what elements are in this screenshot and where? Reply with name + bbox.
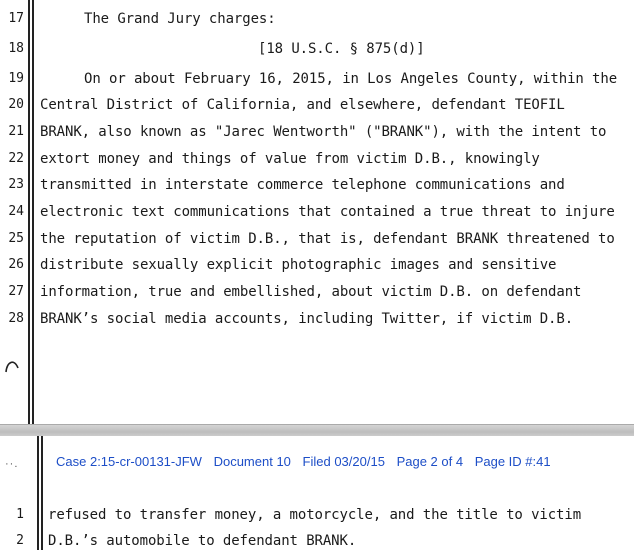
paragraph-line: refused to transfer money, a motorcycle, and the title to victim — [48, 507, 582, 523]
paragraph-line: The Grand Jury charges: — [84, 11, 276, 27]
line-number: 19 — [8, 71, 24, 86]
line-number: 24 — [8, 204, 24, 219]
paragraph-line: BRANK, also known as "Jarec Wentworth" ("BRANK"), with the intent to — [40, 124, 607, 140]
case-number: Case 2:15-cr-00131-JFW — [56, 454, 202, 469]
line-number: 2 — [16, 533, 24, 548]
paragraph-line: the reputation of victim D.B., that is, defendant BRANK threatened to — [40, 231, 615, 247]
handwritten-mark-icon — [4, 356, 22, 374]
document-page-2 — [0, 436, 634, 550]
paragraph-line: transmitted in interstate commerce telephone communications and — [40, 177, 565, 193]
statute-citation: [18 U.S.C. § 875(d)] — [258, 41, 425, 57]
left-margin-rule — [28, 0, 30, 425]
line-number: 22 — [8, 151, 24, 166]
paragraph-line: D.B.’s automobile to defendant BRANK. — [48, 533, 357, 549]
line-number: 18 — [8, 41, 24, 56]
filed-date: Filed 03/20/15 — [302, 454, 385, 469]
paragraph-line: extort money and things of value from victim D.B., knowingly — [40, 151, 540, 167]
paragraph-line: electronic text communications that contained a true threat to injure — [40, 204, 615, 220]
paragraph-line: distribute sexually explicit photographic images and sensitive — [40, 257, 557, 273]
paragraph-line: On or about February 16, 2015, in Los Angeles County, within the — [84, 71, 618, 87]
line-number: 26 — [8, 257, 24, 272]
paragraph-line: BRANK’s social media accounts, including Twitter, if victim D.B. — [40, 311, 574, 327]
ecf-header — [56, 454, 559, 469]
line-number: 17 — [8, 11, 24, 26]
paragraph-line: Central District of California, and elsewhere, defendant TEOFIL — [40, 97, 565, 113]
paragraph-line: information, true and embellished, about victim D.B. on defendant — [40, 284, 582, 300]
line-number: 23 — [8, 177, 24, 192]
left-margin-rule-inner — [41, 436, 43, 550]
left-margin-rule-inner — [32, 0, 34, 425]
scan-artifact: ··. — [5, 458, 19, 470]
line-number: 27 — [8, 284, 24, 299]
page-id: Page ID #:41 — [474, 454, 551, 469]
left-margin-rule — [37, 436, 39, 550]
line-number: 25 — [8, 231, 24, 246]
line-number: 21 — [8, 124, 24, 139]
line-number: 1 — [16, 507, 24, 522]
document-number: Document 10 — [213, 454, 291, 469]
line-number: 28 — [8, 311, 24, 326]
line-number: 20 — [8, 97, 24, 112]
page-count: Page 2 of 4 — [396, 454, 464, 469]
